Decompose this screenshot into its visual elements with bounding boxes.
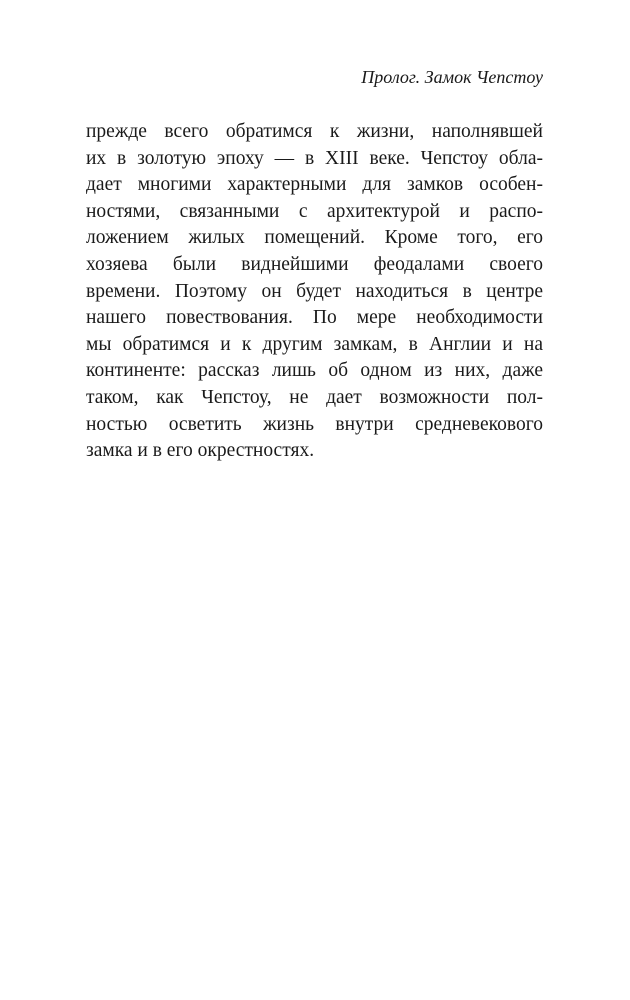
text-line: ностями, связанными с архитектурой и распо- [86,200,543,222]
text-line: дает многими характерными для замков особен- [86,174,543,196]
text-line: мы обратимся и к другим замкам, в Англии и на [86,333,543,355]
text-line: их в золотую эпоху — в XIII веке. Чепстоу обла- [86,147,543,169]
text-line: таком, как Чепстоу, не дает возможности пол- [86,386,543,408]
text-line: хозяева были виднейшими феодалами своего [86,253,543,275]
text-line: ностью осветить жизнь внутри средневекового [86,413,543,435]
body-text [86,119,543,465]
text-line: ложением жилых помещений. Кроме того, его [86,227,543,249]
text-line: времени. Поэтому он будет находиться в центре [86,280,543,302]
text-line: континенте: рассказ лишь об одном из них, даже [86,360,543,382]
text-line: нашего повествования. По мере необходимости [86,307,543,329]
text-line: замка и в его окрестностях. [86,440,315,462]
text-line: прежде всего обратимся к жизни, наполнявшей [86,121,543,142]
running-head: Пролог. Замок Чепстоу [361,67,543,87]
